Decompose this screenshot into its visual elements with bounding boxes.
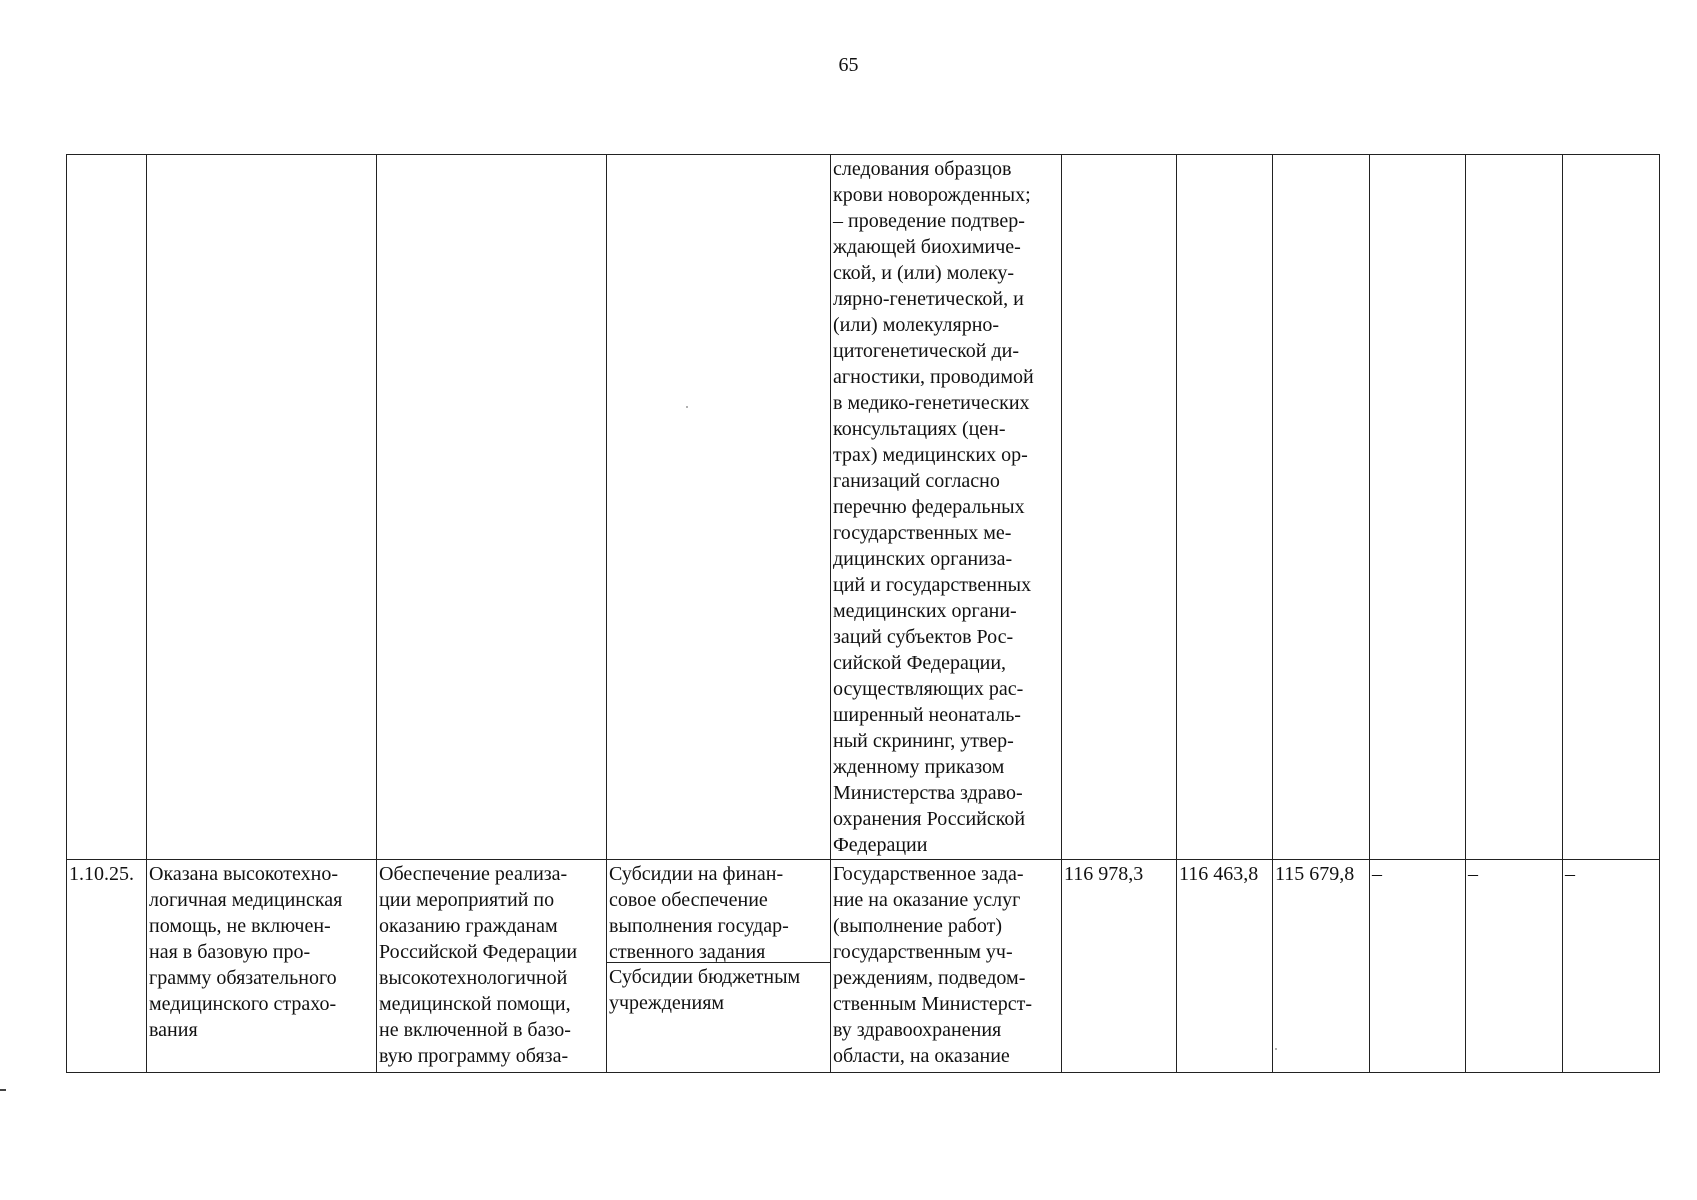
measure-text: Обеспечение реализа- ции мероприятий по оказанию гражданам Российской Федерации высокотехнологичной медицинской помощи, не включенной в базо- вую программу обяза- bbox=[379, 863, 578, 1067]
table-cell bbox=[1273, 155, 1370, 860]
value-5: – bbox=[1468, 863, 1478, 885]
value-cell bbox=[1273, 860, 1370, 1073]
scan-speck bbox=[1275, 1048, 1277, 1050]
measure-cell bbox=[377, 860, 607, 1073]
table-cell bbox=[377, 155, 607, 860]
table-cell bbox=[67, 155, 147, 860]
page-number: 65 bbox=[838, 54, 859, 76]
table-cell bbox=[1466, 155, 1563, 860]
row-number-cell bbox=[67, 860, 147, 1073]
description-cell bbox=[831, 155, 1062, 860]
value-4: – bbox=[1372, 863, 1382, 885]
funding-type-2: Субсидии бюджетным учреждениям bbox=[609, 966, 801, 1014]
funding-type-1: Субсидии на финан- совое обеспечение выполнения государ- ственного задания bbox=[607, 860, 830, 963]
table-row-1-10-25 bbox=[67, 860, 1660, 1073]
funding-type-cell bbox=[607, 860, 831, 1073]
description-text: следования образцов крови новорожденных; – проведение подтвер- ждающей биохимиче- ской, и (или) молеку- лярно-генетической, и (или) молекулярно- цитогенетической ди- агностики, проводимой в медико-генетических консультациях (цен- трах) медицинских ор- ганизаций согласно перечню федеральных государственных ме- дицинских организа- ций и государственных медицинских органи- заций субъектов Рос- сийской Федерации, осуществляющих рас- ширенный неонаталь- ный скрининг, утвер- жденному приказом Министерства здраво- охранения Российской Федерации bbox=[833, 158, 1034, 856]
value-1: 116 978,3 bbox=[1064, 863, 1144, 885]
result-cell bbox=[147, 860, 377, 1073]
value-2: 116 463,8 bbox=[1179, 863, 1259, 885]
table-cell bbox=[607, 155, 831, 860]
description-cell bbox=[831, 860, 1062, 1073]
table-cell bbox=[1177, 155, 1273, 860]
table-cell bbox=[147, 155, 377, 860]
value-6: – bbox=[1565, 863, 1575, 885]
value-cell bbox=[1370, 860, 1466, 1073]
budget-table bbox=[66, 154, 1660, 1073]
scan-edge-mark bbox=[0, 1089, 6, 1091]
row-number: 1.10.25. bbox=[69, 863, 134, 885]
table-cell bbox=[1563, 155, 1660, 860]
description-text: Государственное зада- ние на оказание услуг (выполнение работ) государственным уч- реждениям, подведом- ственным Министерст- ву здравоохранения области, на оказание bbox=[833, 863, 1032, 1067]
table-cell bbox=[1370, 155, 1466, 860]
value-cell bbox=[1177, 860, 1273, 1073]
scan-speck bbox=[686, 406, 688, 408]
result-text: Оказана высокотехно- логичная медицинская помощь, не включен- ная в базовую про- грамму обязательного медицинского страхо- вания bbox=[149, 863, 343, 1041]
table-row-continuation bbox=[67, 155, 1660, 860]
value-3: 115 679,8 bbox=[1275, 863, 1355, 885]
value-cell bbox=[1563, 860, 1660, 1073]
table-cell bbox=[1062, 155, 1177, 860]
value-cell bbox=[1466, 860, 1563, 1073]
value-cell bbox=[1062, 860, 1177, 1073]
